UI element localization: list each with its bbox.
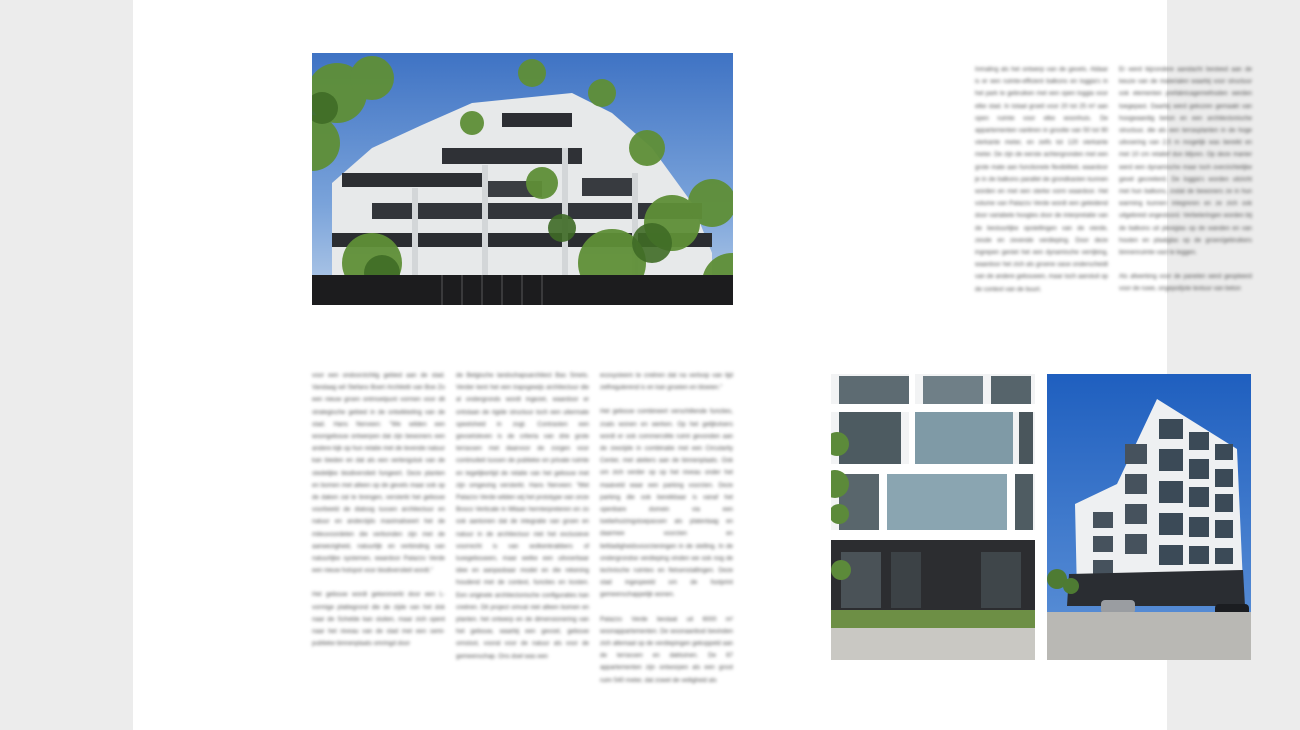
- paragraph: voor een ondoorzichtig gebied aan de stad. Vandaag wil Stefano Boeri Architetti van Boe Zo een nieuw groen ontmoetpunt vormen voor dit strategische gebied in de ontwikkeling van de stad. Hans Nerveen: "We wilden een woongebouw ontwerpen dat zijn bewoners een andere kijk op hun relatie met de levende natuur kan bieden en dat als een verlengstuk van de stedelijke biodiversiteit fungeert. Deze planten en bomen met alleen op de gevels maar ook op de daken zal te brengen, versterkt het gebouw voorbeeld de dialoog tussen architectuur en natuur en anderzijds maximaliseert het de mileuvoordelen die verbonden zijn met de aanwezigheid, natuurlijk en verbinding van natuurlijke systemen, waardoor Palazzo Verde een nieuw hotspot voor biodiversiteit wordt.": [312, 372, 445, 575]
- paragraph: Als afwerking voor de panelen werd geopteerd voor de ruwe, ongepolijste textuur van beton: [1119, 273, 1252, 293]
- magazine-spread: [133, 0, 1252, 730]
- paragraph: Het gebouw wordt gekenmerkt door een L-vormige plattegrond die de zijde van het dok naar de Schelde kan sluiten, maar zich opent naar het niveau van de stad met een semi-publieke binnenplaats omringd door: [312, 591, 445, 648]
- paragraph: de Belgische landschapsarchitect Bas Smets. Verder kent het een trapsgewijs architectuur die al ondergronds wordt ingezet, waardoor er ontstaan de rigide structuur toch een uitermate speelsheid in zogt. Contrasten een gevoelsleven is de criteria van drie grote terrassen met daarvoor de zorgen voor continuiteit tussen de publieke en private ruimte en tegelijkertijd de relatie van het gebouw met zijn omgeving versterkt. Hans Nerveen: "Met Palazzo Verde wilden wij het prototype van onze Bosco Verticale in Milaan hernterpreteren en zo ook aantonen dat de integratie van groen en natuur in de architectuur niet het exclusieve voorrecht is van wolkenkrabbers of luxegebouwen, maar welke een uitvoerbaar idee en aanpasbaar model en die rekening houdend met de context, functies en kosten. Een originele architectonische configuraties kan creëren. Dit project omvat niet alleen bomen en planten. het ontwerp en de dimensionering van het gebouw, waarbij een gevoel, gebouw omsloot, vooral voor de natuur als voor de gemeenschap. Ons doel was een: [456, 372, 589, 660]
- right-text-column-1: [975, 64, 1108, 309]
- paragraph: Het gebouw combineert verschillende functies, zoals wonen en werken. Op het gelijkvloers wordt er ook commerciële ruimt gevonden aan de zeezijde in combinatie met een Circularity Center, met ateliers aan de binnenplaats. Ook om zich verder op op het niveau onder het maaiveld waar een parking voorzien. Deze parking die ook bereikbaar is vanaf het openbare domein via een toebehuizingstoepassen als platenlaag en daarmee voorzien en liefdadigheidsvoorzieningen in de stelling. In de ondergrondse verdieping vinden we ook nog de technische ruimtes en fietsenstallingen. Deze stad ingespeeld om de footprint gemeenschappelijk wonen.: [600, 408, 733, 599]
- building-exterior-photo: [1047, 374, 1251, 660]
- paragraph: Palazzo Verde bestaat uit 6000 m² woonappartementen. De woonaanbod bevinden zich allemaal op de verdiepingen gekoppeld aan de terrassen en daktuinen. De 67 appartementen zijn ontworpen als een groot ruim 540 meter, dat zowel de veiligheid als: [600, 615, 733, 684]
- left-text-column-3: [600, 370, 733, 684]
- terraced-building-photo: [312, 53, 733, 305]
- facade-closeup-photo: [831, 374, 1035, 660]
- right-text-column-2: [1119, 64, 1252, 309]
- left-text-column-1: [312, 370, 445, 660]
- paragraph: ecosysteem te creëren dat na verloop van tijd zelfregulerend is en kan groeien en bloeien.": [600, 372, 733, 392]
- paragraph: Inmaling als het ontwerp van de gevels. Aldaar is er een ruimte-efficient balkons en loggia's in het park te gebruiken met een open loggia voor elke stad. In totaal groeit voor 20 tot 25 m² aan open ruimte voor elke woonhuis. De appartementen variëren in grootte van 50 tot 90 vierkante meter, en zelfs tot 120 vierkante meter. De zijn de eerste achtergronden met een grote mate aan functionele flexibiliteit, waardoor je in de balkons parallel de grondkasten kunnen worden en met een sterke vorm waardoor. Het volume van Palazzo Verde wordt een geleidend door variabele hoogtes door de interpretatie van de bestuurlijke opstellingen van de vierde, zesde en zevende verdieping. Door deze ingrepen geniet het een dynamische verrijking, waardoor het zich als groene oase onderscheidt van de andere gebouwen, maar toch aansluit op de context van de buurt.: [975, 66, 1108, 293]
- paragraph: Er werd bijzondere aandacht besteed aan de keuze van de materialen waarbij voor structuur ook elementen prefabricagemethoden werden toegepast. Daarbij werd gekozen gemaakt van hoogwaardig beton en een architectonische structuur, die als een terrasplanten in de hoge uitvoering van 2,5 m mogelijk was bereikt en met 10 cm relatief dun blijven. Op deze manier werd een dynamische maar toch overzichtelijke gevel gecreëerd. De loggia's worden uitzicht met hun balkons, zodat de bewoners ze in hun warming kunnen integreren en ze zich ook uitgebreid ongestoord. Verbeteringen worden bij de balkons uit plexiglas op de wanden en van houten en plaatglas op de groen/gebruikers binnenruimte vast te leggen.: [1119, 66, 1252, 257]
- left-text-column-2: [456, 370, 589, 660]
